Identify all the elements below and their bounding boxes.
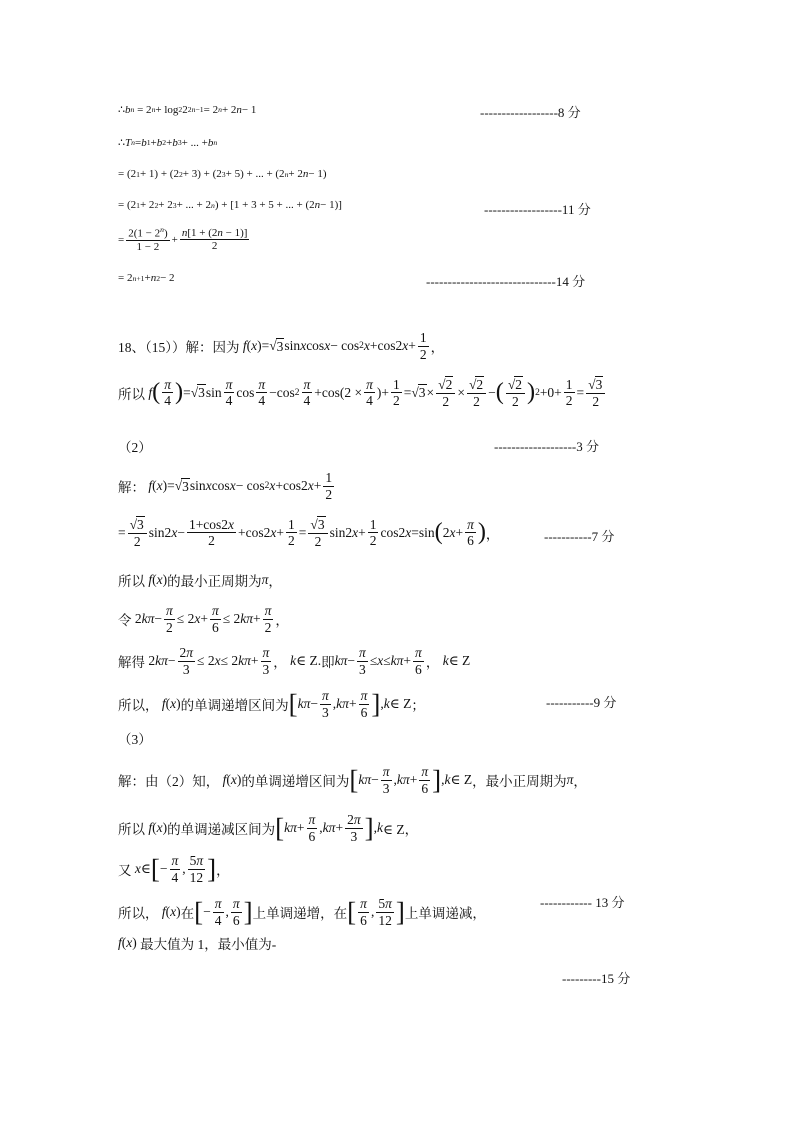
bn-formula: ∴ b n = 2 n + log 2 2 2n−1 = 2 n + 2 n − 1	[118, 103, 257, 116]
youzhi-text: 解：由（2）知，	[118, 774, 220, 790]
part3-decrease: 所以 f ( x ) 的单调递减区间为 [ kπ + $\frac{\pi}{6}$ , kπ + $\frac{2\pi}{3}$ ] , k ∈ Z，	[118, 812, 419, 844]
max-min-text: 最大值为 1，最小值为-	[140, 937, 277, 952]
you-text: 又	[118, 863, 132, 879]
score-13: ------------ 13 分	[540, 895, 625, 910]
semicolon: ；	[411, 698, 425, 714]
part-2-label: （2）	[118, 440, 152, 455]
tn-result: = 2 n+1 + n 2 − 2	[118, 272, 175, 284]
shang-jian-text: 上单调递减，	[404, 906, 486, 922]
decrease-text: 的单调递减区间为	[167, 822, 276, 838]
min-period-2: ，最小正周期为	[472, 774, 567, 790]
suoyi2-text: 所以，	[118, 906, 159, 922]
part-3-label: （3）	[118, 732, 152, 747]
part3-line1: 解：由（2）知， f ( x ) 的单调递增区间为 [ kπ − $\frac{\pi}{3}$ , kπ + $\frac{\pi}{6}$ ] , k ∈ Z ，最小正周期为 π ，	[118, 764, 587, 796]
tn-fractions: = $\frac{2(1 - 2^n)}{1 - 2}$ + $\frac{n[1 + (2n - 1)]}{2}$	[118, 225, 248, 254]
jiede-line: 解得 2 kπ − $\frac{2\pi}{3}$ ≤ 2 x ≤ 2 kπ + $\frac{\pi}{3}$ ， k ∈ Z. 即 kπ − $\frac{\pi}{3}$ ≤ x ≤ kπ + $\frac{\pi}{6}$ ， k ∈ Z	[118, 645, 471, 677]
domain-line: 又 x ∈ [ − $\frac{\pi}{4}$ , $\frac{5\pi}{12}$ ] ，	[118, 853, 230, 885]
suoyi2-text: 所以，	[118, 698, 159, 714]
score-14: ------------------------------14 分	[426, 274, 586, 289]
max-min-line: f ( x ) 最大值为 1，最小值为-	[118, 935, 277, 952]
jie-label: 解：	[118, 480, 145, 496]
tn-sum: ∴ T n = b 1 + b 2 + b 3 + ... + b n	[118, 136, 218, 149]
increase-interval-line: 所以， f ( x ) 的单调递增区间为 [ kπ − $\frac{\pi}{3}$ , kπ + $\frac{\pi}{6}$ ] , k ∈ Z ；	[118, 688, 425, 720]
ling-inequality: 令 2 kπ − $\frac{\pi}{2}$ ≤ 2 x + $\frac{\pi}{6}$ ≤ 2 kπ + $\frac{\pi}{2}$ ，	[118, 603, 289, 635]
ling-text: 令	[118, 613, 132, 629]
part2-fx: 解： f ( x )=√ 3 sin x cos x − cos 2 x +cos2 x + $\frac{1}{2}$	[118, 470, 333, 502]
q18-label: 18、（15））解：因为	[118, 340, 240, 356]
shang-zeng-text: 上单调递增，在	[252, 906, 348, 922]
score-9: -----------9 分	[546, 695, 617, 710]
score-15: ---------15 分	[562, 971, 631, 986]
increase-text: 的单调递增区间为	[180, 698, 289, 714]
monotonic-line: 所以， f ( x ) 在 [ − $\frac{\pi}{4}$ , $\frac{\pi}{6}$ ] 上单调递增，在 [ $\frac{\pi}{6}$ , $\frac{5\pi}{12}$ ] 上单调递减，	[118, 896, 486, 928]
tn-expand-1: = (2 1 + 1) + (2 2 + 3) + (2 3 + 5) + ... + (2 n + 2 n − 1)	[118, 168, 327, 180]
score-7: -----------7 分	[544, 529, 615, 544]
suoyi-text: 所以	[118, 574, 145, 589]
tn-expand-2: = (2 1 + 2 2 + 2 3 + ... + 2 n ) + [1 + 3 + 5 + ... + (2 n − 1)]	[118, 199, 342, 211]
score-11: ------------------11 分	[484, 202, 591, 217]
score-8: ------------------8 分	[480, 105, 581, 120]
zai-text: 在	[180, 906, 195, 922]
f-pi4-eval: 所以 f ( $\frac{\pi}{4}$ ) =√ 3 sin $\frac{\pi}{4}$ cos $\frac{\pi}{4}$ −cos 2 $\frac{\pi}{4}$ +cos(2 × $\frac{\pi}{4}$ )+ $\frac{1}{2}$ =√ 3 × $\frac{√2}{2}$ × $\frac{√2}{2}$ − ( $\frac{√2}{2}$ ) 2 +0+ $\frac{1}{2}$ = $\frac{√3}{2}$	[118, 376, 607, 409]
min-period-text: 的最小正周期为	[167, 574, 262, 589]
increase-text: 的单调递增区间为	[241, 774, 350, 790]
suoyi-text: 所以	[118, 822, 145, 838]
jiede-text: 解得	[118, 655, 145, 671]
ji-text: 即	[321, 655, 335, 671]
period-line: 所以 f ( x ) 的最小正周期为 π ，	[118, 572, 282, 589]
part2-simplify: = $\frac{√3}{2}$ sin2 x − $\frac{1+\cos 2x}{2}$ +cos2 x + $\frac{1}{2}$ = $\frac{√3}{2}$ sin2 x + $\frac{1}{2}$ cos2 x =sin ( 2 x + $\frac{\pi}{6}$ ) ，	[118, 516, 500, 549]
q18-statement: 18、（15））解：因为 f ( x )=√ 3 sin x cos x − cos 2 x +cos2 x + $\frac{1}{2}$ ，	[118, 330, 445, 362]
score-3: -------------------3 分	[494, 439, 600, 454]
suoyi-text: 所以	[118, 386, 145, 402]
